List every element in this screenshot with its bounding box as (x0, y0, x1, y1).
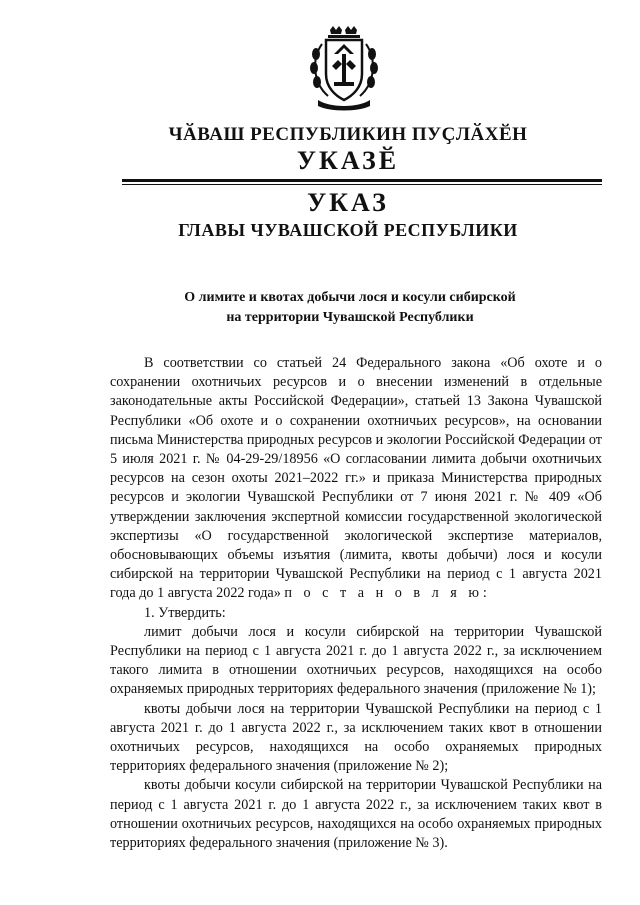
chuvash-title-line2: УКАЗӖ (296, 146, 400, 175)
chuvash-coat-of-arms-icon (304, 24, 384, 112)
resolve-word: п о с т а н о в л я ю: (284, 585, 491, 602)
subject-line2: на территории Чувашской Республики (226, 310, 474, 325)
russian-title-line2: ГЛАВЫ ЧУВАШСКОЙ РЕСПУБЛИКИ (178, 220, 518, 240)
subject-line1: О лимите и квотах добычи лося и косули сибирской (184, 290, 516, 305)
preamble-paragraph (110, 354, 602, 604)
paragraph-quota-elk: квоты добычи лося на территории Чувашской Республики на период с 1 августа 2021 г. до 1 августа 2022 г., за исключением таких квот в отношении охотничьих ресурсов, находящихся на особо охраняемых природных территориях федерального значения (приложение № 2); (110, 700, 602, 775)
paragraph-limit: лимит добычи лося и косули сибирской на территории Чувашской Республики на период с 1 августа 2021 г. до 1 августа 2022 г., за исключением такого лимита в отношении охотничьих ресурсов, находящихся на особо охраняемых природных территориях федерального значения (приложение № 1); (110, 623, 602, 698)
paragraph-quota-roe-deer: квоты добычи косули сибирской на территории Чувашской Республики на период с 1 августа 2021 г. до 1 августа 2022 г., за исключением таких квот в отношении охотничьих ресурсов, находящихся на особо охраняемых природных территориях федерального значения (приложение № 3). (110, 777, 602, 852)
decree-subject (140, 288, 560, 328)
preamble-text: В соответствии со статьей 24 Федерального закона «Об охоте и о сохранении охотничьих ресурсов и о внесении изменений в отдельные законодательные акты Российской Федерации», статьей 13 Закона Чувашской Республики «Об охоте и о сохранении охотничьих ресурсов», на основании письма Министерства природных ресурсов и экологии Российской Федерации от 5 июля 2021 г. № 04-29-29/18956 «О согласовании лимита добычи охотничьих ресурсов на сезон охоты 2021–2022 гг.» и приказа Министерства природных ресурсов и экологии Чувашской Республики от 7 июня 2021 г. № 409 «Об утверждении заключения экспертной комиссии государственной экологической экспертизы «О государственной экологической экспертизе материалов, обосновывающих объемы изъятия (лимита, квоты добычи) лося и косули сибирской на территории Чувашской Республики на период с 1 августа 2021 года до 1 августа 2022 года» (110, 355, 602, 602)
item-1-heading: 1. Утвердить: (144, 604, 226, 621)
header-divider-thick (122, 179, 602, 182)
header-divider-thin (122, 184, 602, 185)
russian-title-line1: УКАЗ (307, 188, 389, 217)
chuvash-title-line1: ЧӐВАШ РЕСПУБЛИКИН ПУҪЛӐХӖН (168, 124, 528, 145)
decree-body (110, 354, 602, 853)
